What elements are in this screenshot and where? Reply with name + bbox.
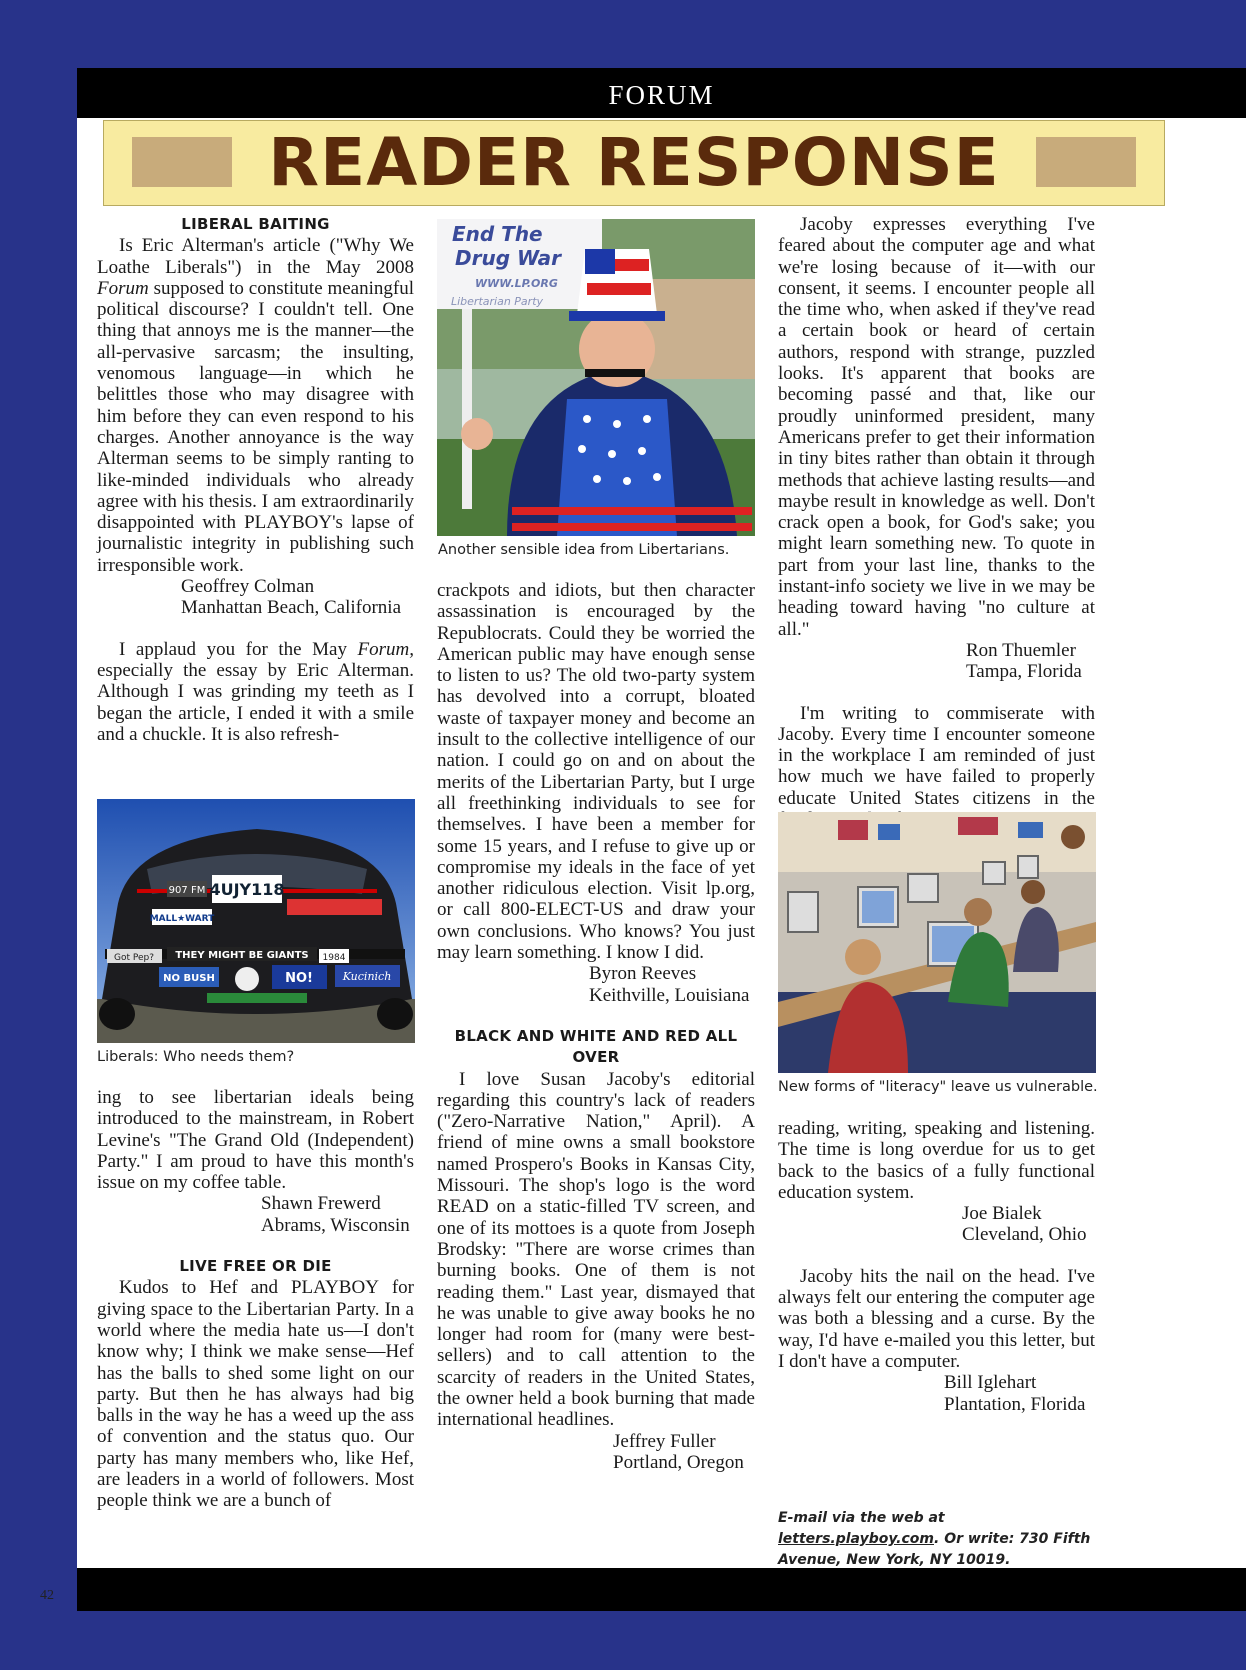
signature: Shawn Frewerd Abrams, Wisconsin: [261, 1193, 410, 1236]
letter-body: Kudos to Hef and PLAYBOY for giving space to the Libertarian Party. In a world where the media hate us—I don't know why; I think we make sense—Hef has the balls to shed some light on our party. But then he has always had big balls in the way he has a weed up the ass of convention and the status quo. Our party has many members who, like Hef, are leaders in a world of followers. Most people think we are a bunch of: [97, 1277, 414, 1512]
photo-car-bumper-stickers: [97, 799, 415, 1043]
page-number: 42: [40, 1588, 54, 1603]
letter-body: crackpots and idiots, but then character assassination is encouraged by the Republocrats. Could they be worried the American public may have enough sense to listen to us? The old two-party system has devolved into a corrupt, bloated waste of taxpayer money and become an insult to the collective intelligence of our nation. I could go on and on about the merits of the Libertarian Party, but I urge all freethinking individuals to see for themselves. I have been a member for some 15 years, and I refuse to give up or compromise my ideals in the face of yet another ridiculous election. Visit lp.org, or call 800-ELECT-US and draw your own conclusions. Who knows? You just may learn something. I know I did.: [437, 580, 756, 964]
sign-text: Libertarian Party: [451, 295, 544, 308]
photo-uncle-sam-libertarian: [437, 219, 755, 536]
svg-text:MALL★WART: MALL★WART: [149, 914, 215, 924]
magazine-page: [77, 68, 1246, 1611]
svg-text:Kucinich: Kucinich: [342, 970, 392, 983]
column-1: [97, 214, 414, 745]
section-header: FORUM: [77, 68, 1246, 118]
photo-caption: Liberals: Who needs them?: [97, 1049, 295, 1065]
letter-body: Jacoby hits the nail on the head. I've always felt our entering the computer age was both a blessing and a curse. By the way, I'd have e-mailed you this letter, but I don't have a computer.: [778, 1265, 1095, 1372]
letter-heading: LIVE FREE OR DIE: [179, 1257, 332, 1276]
signature: Bill Iglehart Plantation, Florida: [944, 1372, 1086, 1415]
svg-text:THEY MIGHT BE GIANTS: THEY MIGHT BE GIANTS: [175, 950, 309, 961]
svg-text:1984: 1984: [322, 953, 346, 963]
letter-body: Jacoby expresses everything I've feared about the computer age and what we're losing because of it—with our consent, it seems. I encounter people all the time who, when asked if they've read a certain book or heard of certain authors, respond with strange, puzzled looks. It's apparent that books are becoming passé and that, like our proudly uninformed president, many Americans prefer to get their information in tiny bites rather than obtain it through methods that achieve lasting results—and maybe result in knowledge as well. Don't crack open a book, for God's sake; you might learn something new. To quote in part from your last line, thanks to the instant-info society we live in we may be heading toward having "no culture at all.": [778, 214, 1095, 640]
sign-text: WWW.LP.ORG: [475, 277, 558, 290]
svg-text:NO!: NO!: [285, 971, 313, 986]
contact-footer: E-mail via the web at letters.playboy.com. Or write: 730 Fifth Avenue, New York, NY 10019.: [778, 1510, 1091, 1568]
svg-text:NO BUSH: NO BUSH: [163, 973, 215, 984]
photo-caption: Another sensible idea from Libertarians.: [438, 542, 730, 558]
sign-text: Drug War: [455, 246, 562, 270]
signature: Byron Reeves Keithville, Louisiana: [589, 963, 750, 1006]
signature: Joe Bialek Cleveland, Ohio: [962, 1203, 1087, 1246]
svg-text:Got Pep?: Got Pep?: [113, 953, 155, 963]
letter-heading: BLACK AND WHITE AND RED ALL OVER: [454, 1026, 738, 1067]
title-banner: [103, 120, 1165, 206]
column-2: [437, 580, 755, 1473]
svg-text:907 FM: 907 FM: [168, 885, 206, 896]
signature: Ron Thuemler Tampa, Florida: [966, 639, 1082, 683]
photo-computer-classroom: [778, 812, 1096, 1073]
letter-body: I applaud you for the May Forum, especially the essay by Eric Alterman. Although I was grinding my teeth as I began the article, I ended it with a smile and a chuckle. It is also refresh-: [97, 638, 414, 745]
letter-body: Is Eric Alterman's article ("Why We Loathe Liberals") in the May 2008 Forum supposed to constitute meaningful political discourse? I couldn't tell. One thing that annoys me is the manner—the all-pervasive sarcasm; the insulting, venomous language—in which he belittles those who may disagree with him before they can even respond to his charges. Another annoyance is the way Alterman seems to be simply ranting to like-minded individuals who already agree with his thesis. I am extraordinarily disappointed with PLAYBOY's lapse of journalistic integrity in publishing such irresponsible work.: [97, 235, 415, 576]
column-1-continued: [97, 1087, 414, 1512]
signature: Geoffrey Colman Manhattan Beach, California: [181, 576, 402, 619]
photo-caption: New forms of "literacy" leave us vulnerable.: [778, 1079, 1098, 1095]
sign-text: End The: [452, 222, 543, 246]
column-3-continued: [778, 1118, 1095, 1415]
page-title: READER RESPONSE: [268, 124, 1000, 201]
letter-body: reading, writing, speaking and listening. The time is long overdue for us to get back to the basics of a fully functional education system.: [778, 1118, 1095, 1203]
letter-heading: LIBERAL BAITING: [181, 215, 330, 233]
bottom-bar: [77, 1568, 1246, 1611]
column-3: [778, 214, 1095, 830]
letters-link[interactable]: letters.playboy.com: [778, 1531, 934, 1547]
letter-body: I love Susan Jacoby's editorial regarding this country's lack of readers ("Zero-Narrative Nation," April). A friend of mine owns a small bookstore named Prospero's Books in Kansas City, Missouri. The shop's logo is the word READ on a static-filled TV screen, and one of its mottoes is a quote from Joseph Brodsky: "There are worse crimes than burning books. One of them is not reading them." Last year, dismayed that he was unable to give away books he no longer had room for (many were best-sellers) and to call attention to the scarcity of readers in the United States, the owner held a book burning that made international headlines.: [437, 1068, 755, 1431]
letter-body: I'm writing to commiserate with Jacoby. Every time I encounter someone in the workplace I am reminded of just how much we have failed to properly educate United States citizens in the: [778, 702, 1095, 809]
signature: Jeffrey Fuller Portland, Oregon: [613, 1430, 744, 1473]
license-plate: 4UJY118: [209, 880, 285, 899]
letter-body: ing to see libertarian ideals being introduced to the mainstream, in Robert Levine's "The Grand Old (Independent) Party." I am proud to have this month's issue on my coffee table.: [97, 1087, 414, 1194]
